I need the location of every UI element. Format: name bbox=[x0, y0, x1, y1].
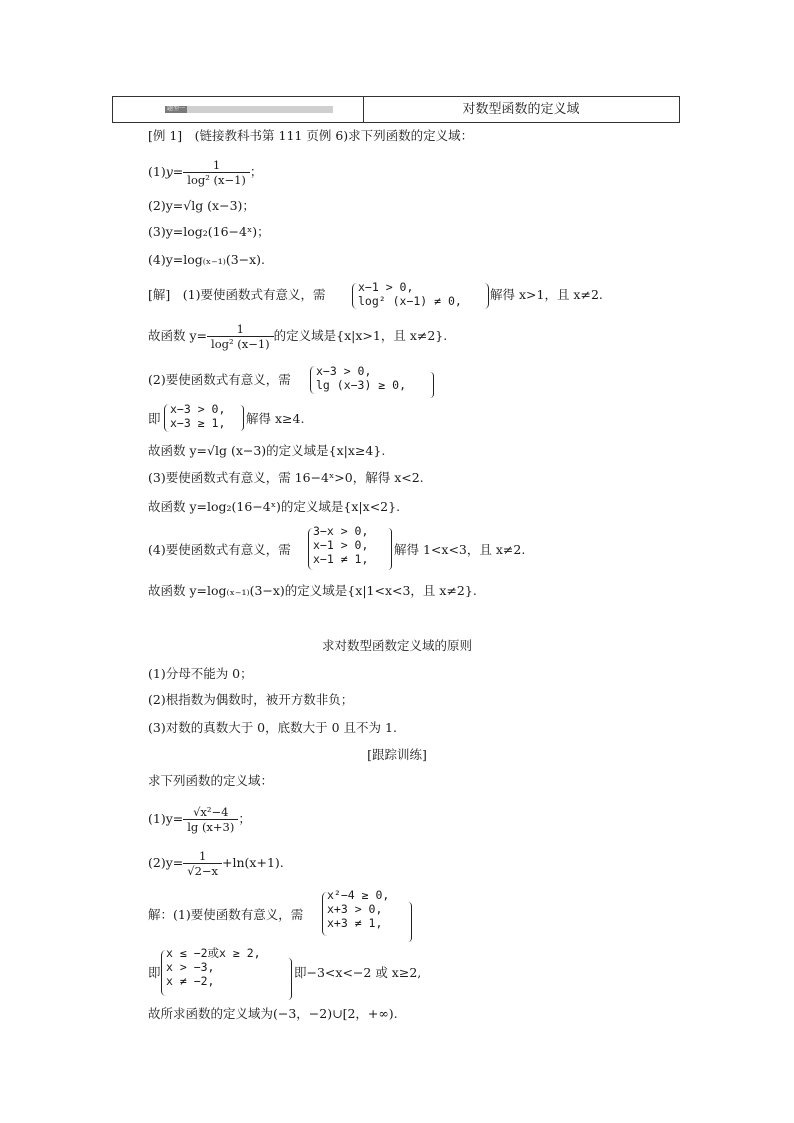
s1-conc-lead: 故函数 y= bbox=[148, 328, 208, 343]
answer-1-system bbox=[327, 888, 389, 930]
p1-fraction bbox=[183, 159, 250, 187]
solution-2-system bbox=[316, 364, 406, 392]
example-intro: [例 1] (链接教科书第 111 页例 6)求下列函数的定义域： bbox=[148, 128, 474, 143]
training-q1 bbox=[148, 802, 251, 836]
q2-suffix: +ln(x+1). bbox=[222, 855, 284, 870]
q1-fraction bbox=[183, 806, 238, 834]
answer-conclusion: 故所求函数的定义域为(−3，−2)∪[2，+∞). bbox=[148, 1006, 398, 1021]
solution-1-conclusion bbox=[148, 320, 447, 352]
a1-right-brace bbox=[408, 902, 412, 942]
s2b-right-brace bbox=[240, 405, 244, 431]
a2-right-brace bbox=[288, 958, 292, 1000]
p1-prefix: (1) bbox=[148, 164, 166, 179]
solution-3: (3)要使函数式有意义，需 16−4ˣ>0，解得 x<2. bbox=[148, 470, 424, 485]
s1-conc-tail: 的定义域是{x|x>1，且 x≠2}. bbox=[273, 328, 448, 343]
s4-right-brace bbox=[388, 528, 392, 570]
solution-1-tail: 解得 x>1，且 x≠2. bbox=[490, 287, 603, 302]
principle-item-2: (2)根指数为偶数时，被开方数非负； bbox=[148, 692, 354, 707]
s2-right-brace bbox=[430, 372, 434, 398]
example-part-3: (3)y=log₂(16−4ˣ)； bbox=[148, 224, 270, 239]
p1-den: log² (x−1) bbox=[183, 172, 250, 187]
solution-2-lead: (2)要使函数式有意义，需 bbox=[148, 372, 291, 387]
q2-fraction bbox=[183, 850, 222, 878]
s1-eq-1: x−1 > 0, bbox=[358, 280, 414, 294]
solution-2-conclusion: 故函数 y=√lg (x−3)的定义域是{x|x≥4}. bbox=[148, 443, 386, 458]
section-title: 对数型函数的定义域 bbox=[462, 102, 580, 117]
solution-1-system bbox=[358, 280, 462, 308]
q2-num: 1 bbox=[198, 848, 207, 863]
solution-3-conclusion: 故函数 y=log₂(16−4ˣ)的定义域是{x|x<2}. bbox=[148, 499, 401, 514]
a2-eq-1: x ≤ −2或x ≥ 2, bbox=[166, 946, 261, 960]
answer-2-system bbox=[166, 946, 261, 988]
q1-suffix: ； bbox=[238, 811, 251, 826]
q1-prefix: (1)y= bbox=[148, 811, 184, 826]
solution-2b-lead: 即 bbox=[148, 411, 161, 426]
q1-num: √x²−4 bbox=[193, 804, 229, 819]
section-header bbox=[112, 96, 680, 123]
training-q2 bbox=[148, 846, 284, 880]
s1-conc-den: log² (x−1) bbox=[207, 336, 274, 351]
example-part-1: (1)y= $\frac{1}{\text{log² (x−1)}}$ ； bbox=[148, 157, 263, 187]
s4-eq-2: x−1 > 0, bbox=[313, 538, 369, 552]
principle-item-3: (3)对数的真数大于 0，底数大于 0 且不为 1. bbox=[148, 720, 397, 735]
solution-4-lead: (4)要使函数式有意义，需 bbox=[148, 542, 291, 557]
solution-4-tail: 解得 1<x<3，且 x≠2. bbox=[394, 542, 526, 557]
p1-suffix: ； bbox=[249, 164, 263, 179]
a1-eq-2: x+3 > 0, bbox=[327, 902, 383, 916]
s1-conc-fraction bbox=[207, 323, 274, 351]
a2-eq-3: x ≠ −2, bbox=[166, 974, 215, 988]
s2b-eq-2: x−3 ≥ 1, bbox=[170, 416, 226, 430]
q2-den: √2−x bbox=[183, 863, 222, 878]
solution-4-conclusion: 故函数 y=log₍ₓ₋₁₎(3−x)的定义域是{x|1<x<3，且 x≠2}. bbox=[148, 583, 477, 598]
answer-2-tail: 即−3<x<−2 或 x≥2, bbox=[294, 965, 422, 980]
s2b-eq-1: x−3 > 0, bbox=[170, 402, 226, 416]
section-tag: 题型一 bbox=[167, 105, 186, 112]
answer-2-lead: 即 bbox=[148, 965, 161, 980]
q1-den: lg (x+3) bbox=[183, 819, 238, 834]
principle-title: 求对数型函数定义域的原则 bbox=[321, 638, 472, 653]
training-title: [跟踪训练] bbox=[367, 747, 427, 762]
s1-eq-2: log² (x−1) ≠ 0, bbox=[358, 294, 462, 308]
solution-4-system bbox=[313, 524, 368, 566]
solution-1-lead: [解] (1)要使函数式有意义，需 bbox=[148, 287, 326, 302]
example-part-4: (4)y=log₍ₓ₋₁₎(3−x). bbox=[148, 252, 266, 267]
q2-prefix: (2)y= bbox=[148, 855, 184, 870]
principle-item-1: (1)分母不能为 0； bbox=[148, 666, 253, 681]
s2-eq-2: lg (x−3) ≥ 0, bbox=[316, 378, 407, 392]
p1-num: 1 bbox=[212, 157, 221, 172]
section-tag-bar bbox=[165, 106, 333, 113]
example-part-2: (2)y=√lg (x−3)； bbox=[148, 198, 255, 213]
training-intro: 求下列函数的定义域： bbox=[148, 773, 274, 788]
a1-eq-3: x+3 ≠ 1, bbox=[327, 916, 383, 930]
s1-right-brace bbox=[484, 283, 489, 309]
solution-2b-tail: 解得 x≥4. bbox=[246, 411, 305, 426]
s4-eq-1: 3−x > 0, bbox=[313, 524, 369, 538]
solution-2b-system bbox=[170, 402, 225, 430]
s1-conc-num: 1 bbox=[236, 321, 244, 336]
a1-eq-1: x²−4 ≥ 0, bbox=[327, 888, 390, 902]
a2-eq-2: x > −3, bbox=[166, 960, 215, 974]
s2-eq-1: x−3 > 0, bbox=[316, 364, 372, 378]
s4-eq-3: x−1 ≠ 1, bbox=[313, 552, 369, 566]
answer-1-lead: 解：(1)要使函数有意义，需 bbox=[148, 907, 304, 922]
